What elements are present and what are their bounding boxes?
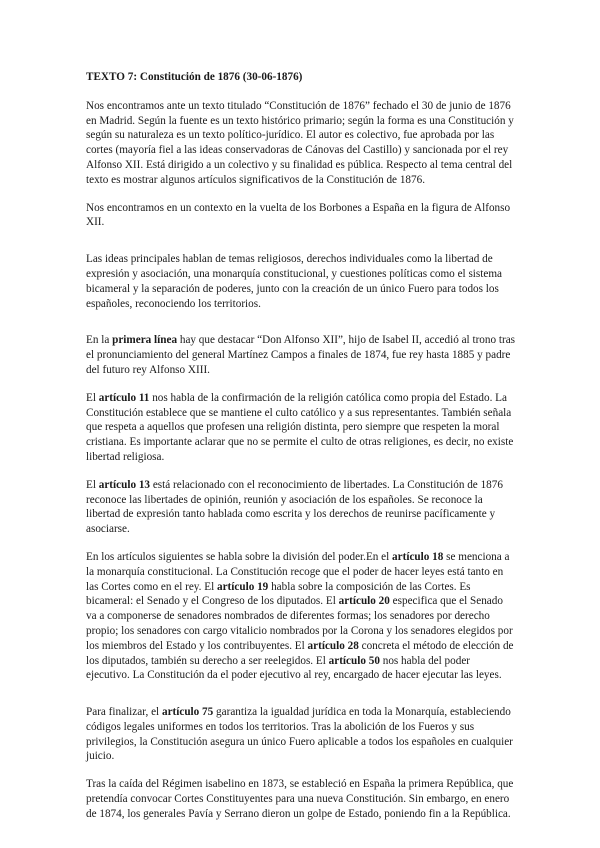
document-title: TEXTO 7: Constitución de 1876 (30-06-1876)	[86, 71, 303, 83]
paragraph-intro: Nos encontramos ante un texto titulado “Constitución de 1876” fechado el 30 de junio de 1876 en Madrid. Según la fuente es un texto histórico primario; según la forma es una Constitución y según su naturaleza es un texto político-jurídico. El autor es colectivo, fue aprobada por las cortes (mayoría fiel a las ideas conservadoras de Cánovas del Castillo) y sancionada por el rey Alfonso XII. Está dirigido a un colectivo y su finalidad es pública. Respecto al tema central del texto es mostrar algunos artículos significativos de la Constitución de 1876.	[86, 99, 514, 186]
paragraph-main-ideas: Las ideas principales hablan de temas religiosos, derechos individuales como la libertad de expresión y asociación, una monarquía constitucional, y cuestiones políticas como el sistema bicameral y la separación de poderes, junto con la creación de un único Fuero para todos los españoles, reconociendo los territorios.	[86, 253, 503, 310]
paragraph-republic: Tras la caída del Régimen isabelino en 1873, se estableció en España la primera República, que pretendía convocar Cortes Constituyentes para una nueva Constitución. Sin embargo, en enero de 1874, los generales Pavía y Serrano dieron un golpe de Estado, poniendo fin a la República.	[86, 778, 514, 820]
bold-term: artículo 28	[307, 639, 359, 652]
paragraph-division-of-power: En los artículos siguientes se habla sobre la división del poder.En el artículo 18 se menciona a la monarquía constitucional. La Constitución recoge que el poder de hacer leyes está tanto en las Cortes como en el rey. El artículo 19 habla sobre la composición de las Cortes. Es bicameral: el Senado y el Congreso de los diputados. El artículo 20 especifica que el Senado va a componerse de senadores nombrados de diferentes formas; los senadores por derecho propio; los senadores con cargo vitalicio nombrados por la Corona y los senadores elegidos por los miembros del Estado y los contribuyentes. El artículo 28 concreta el método de elección de los diputados, también su derecho a ser reelegidos. El artículo 50 nos habla del poder ejecutivo. La Constitución da el poder ejecutivo al rey, encargado de hacer ejecutar las leyes.	[86, 550, 514, 682]
document-page	[86, 70, 516, 835]
bold-term: artículo 75	[161, 706, 214, 719]
bold-term: artículo 20	[338, 595, 390, 608]
bold-term: artículo 11	[98, 391, 150, 404]
paragraph-context: Nos encontramos en un contexto en la vuelta de los Borbones a España en la figura de Alfonso XII.	[86, 201, 511, 229]
paragraph-article-11: El artículo 11 nos habla de la confirmación de la religión católica como propia del Estado. La Constitución establece que se mantiene el culto católico y a sus representantes. También señala que respeta a aquellos que profesen una religión distinta, pero siempre que respeten la moral cristiana. Es importante aclarar que no se permite el culto de otras religiones, es decir, no existe libertad religiosa.	[86, 391, 514, 463]
bold-term: artículo 50	[328, 654, 380, 667]
paragraph-article-75: Para finalizar, el artículo 75 garantiza la igualdad jurídica en toda la Monarquía, estableciendo códigos legales uniformes en todos los territorios. Tras la abolición de los Fueros y sus privilegios, la Constitución asegura un único Fuero aplicable a todos los españoles en cualquier juicio.	[86, 706, 513, 763]
bold-term: artículo 19	[217, 580, 269, 593]
bold-term: primera línea	[112, 334, 178, 347]
paragraph-first-line: En la primera línea hay que destacar “Don Alfonso XII”, hijo de Isabel II, accedió al trono tras el pronunciamiento del general Martínez Campos a finales de 1874, fue rey hasta 1885 y padre del futuro rey Alfonso XIII.	[86, 334, 516, 376]
bold-term: artículo 13	[98, 478, 151, 491]
bold-term: artículo 18	[392, 550, 444, 563]
paragraph-article-13: El artículo 13 está relacionado con el reconocimiento de libertades. La Constitución de 1876 reconoce las libertades de opinión, reunión y asociación de los españoles. Se reconoce la libertad de expresión tanto hablada como escrita y los derechos de reunirse pacíficamente y asociarse.	[86, 478, 503, 536]
